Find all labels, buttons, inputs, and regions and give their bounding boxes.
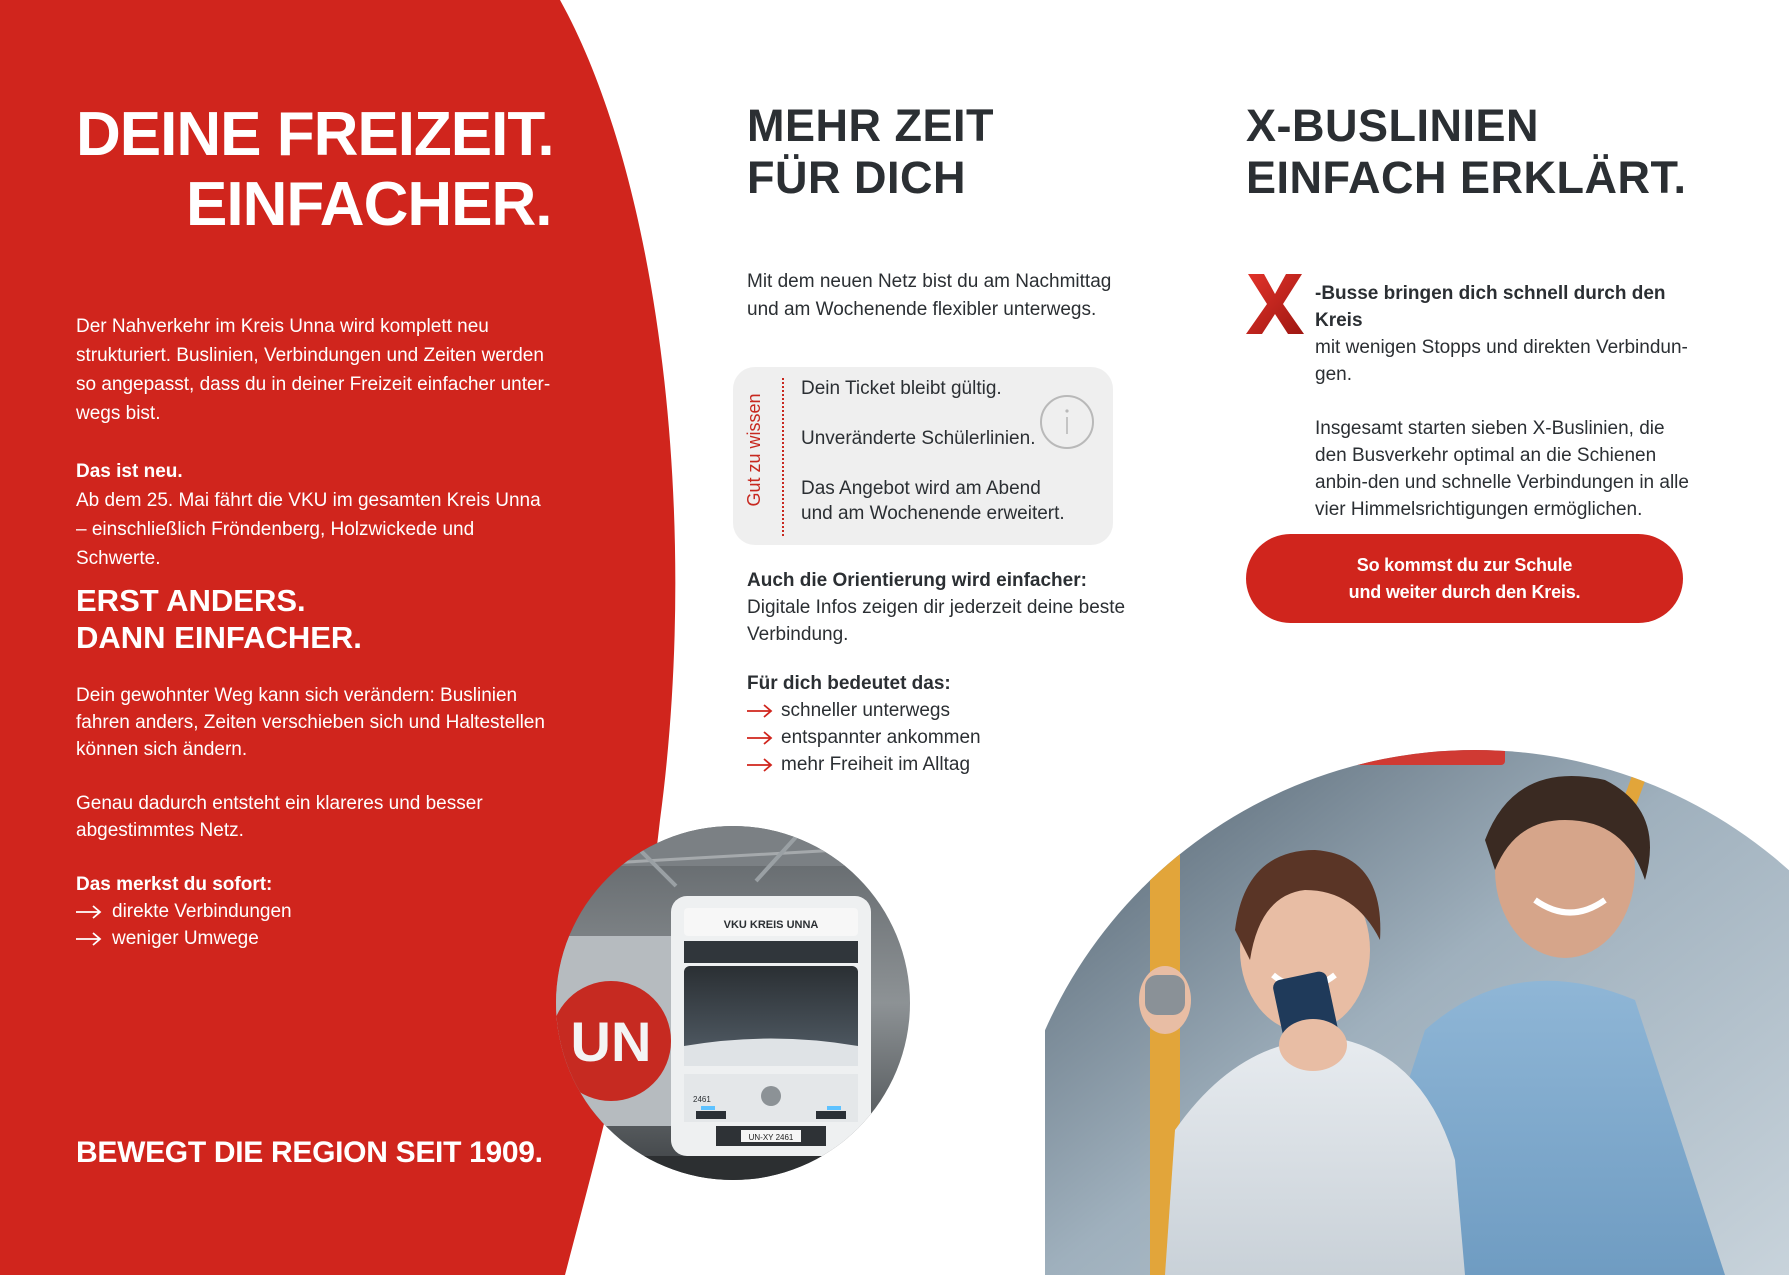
arrow-right-icon xyxy=(76,905,102,919)
left-intro-text: Der Nahverkehr im Kreis Unna wird komplett neu strukturiert. Buslinien, Verbindungen und Zeiten werden so angepasst, dass du in deiner Freizeit einfacher unter-wegs bist. xyxy=(76,316,551,424)
passengers-photo xyxy=(1045,700,1789,1275)
bus-number: 2461 xyxy=(693,1095,711,1104)
benefit-item-label: mehr Freiheit im Alltag xyxy=(781,754,971,775)
info-icon xyxy=(1039,394,1095,450)
bus-plate: UN-XY 2461 xyxy=(748,1133,794,1142)
bus-brand-label: VKU KREIS UNNA xyxy=(723,919,819,931)
passengers-illustration xyxy=(1045,700,1789,1275)
info-item: Das Angebot wird am Abend und am Wochenende erweitert. xyxy=(801,478,1065,524)
cta-line1: So kommst du zur Schule xyxy=(1356,554,1573,575)
info-label xyxy=(743,390,767,510)
right-title-line2: EINFACH ERKLÄRT. xyxy=(1246,152,1687,203)
info-divider xyxy=(782,378,784,536)
info-list xyxy=(801,376,1071,551)
right-title xyxy=(1246,100,1687,204)
school-route-button[interactable] xyxy=(1246,534,1683,623)
right-title-line1: X-BUSLINIEN xyxy=(1246,100,1540,151)
notice-item-label: direkte Verbindungen xyxy=(112,901,292,922)
arrow-right-icon xyxy=(747,704,773,718)
cta-line2: und weiter durch den Kreis. xyxy=(1348,581,1581,602)
x-bus-lead-bold: -Busse bringen dich schnell durch den Kreis xyxy=(1315,283,1666,331)
notice-item-label: weniger Umwege xyxy=(112,928,259,949)
left-intro-block xyxy=(76,312,556,602)
x-logo-icon xyxy=(1246,274,1304,334)
middle-title-line1: MEHR ZEIT xyxy=(747,100,994,151)
x-bus-description xyxy=(1315,280,1695,550)
info-label-text: Gut zu wissen xyxy=(743,393,764,507)
arrow-right-icon xyxy=(747,731,773,745)
list-item xyxy=(76,925,556,952)
orientation-text: Digitale Infos zeigen dir jederzeit deine beste Verbindung. xyxy=(747,597,1126,645)
info-item: Dein Ticket bleibt gültig. xyxy=(801,378,1002,399)
benefit-item-label: schneller unterwegs xyxy=(781,700,950,721)
bus-illustration xyxy=(556,826,910,1180)
bus-side-logo: UN xyxy=(570,1010,652,1073)
footer-claim: BEWEGT DIE REGION SEIT 1909. xyxy=(76,1136,543,1169)
left-change-block xyxy=(76,682,556,952)
arrow-right-icon xyxy=(76,932,102,946)
orientation-heading: Auch die Orientierung wird einfacher: xyxy=(747,570,1087,591)
x-bus-lead xyxy=(1315,280,1695,388)
hero-title-line1: DEINE FREIZEIT. xyxy=(76,100,554,169)
network-text: Genau dadurch entsteht ein klareres und besser abgestimmtes Netz. xyxy=(76,793,483,841)
bus-photo xyxy=(556,826,910,1180)
notice-block xyxy=(76,871,556,952)
middle-title-line2: FÜR DICH xyxy=(747,152,966,203)
x-bus-detail: Insgesamt starten sieben X-Buslinien, die den Busverkehr optimal an die Schienen anbin-den und schnelle Verbindungen in alle vier Himmelsrichtigungen ermöglichen. xyxy=(1315,418,1689,520)
notice-heading: Das merkst du sofort: xyxy=(76,874,273,895)
new-text: Ab dem 25. Mai fährt die VKU im gesamten Kreis Unna – einschließlich Fröndenberg, Holzwickede und Schwerte. xyxy=(76,490,541,569)
notice-list xyxy=(76,898,556,952)
middle-title xyxy=(747,100,994,204)
benefit-item-label: entspannter ankommen xyxy=(781,727,981,748)
benefit-heading: Für dich bedeutet das: xyxy=(747,673,951,694)
orientation-block xyxy=(747,567,1137,648)
info-item: Unveränderte Schülerlinien. xyxy=(801,428,1036,449)
sub-title-line2: DANN EINFACHER. xyxy=(76,620,362,655)
hero-title-line2: EINFACHER. xyxy=(186,170,552,239)
change-text: Dein gewohnter Weg kann sich verändern: Buslinien fahren anders, Zeiten verschieben sich und Haltestellen können sich ändern. xyxy=(76,685,545,760)
hero-title xyxy=(76,100,554,240)
arrow-right-icon xyxy=(747,758,773,772)
middle-intro-text: Mit dem neuen Netz bist du am Nachmittag und am Wochenende flexibler unterwegs. xyxy=(747,271,1112,320)
sub-title xyxy=(76,582,362,656)
new-heading: Das ist neu. xyxy=(76,461,183,482)
x-bus-lead-rest: mit wenigen Stopps und direkten Verbindun-gen. xyxy=(1315,337,1688,385)
sub-title-line1: ERST ANDERS. xyxy=(76,583,306,618)
list-item xyxy=(76,898,556,925)
new-info xyxy=(76,457,556,573)
